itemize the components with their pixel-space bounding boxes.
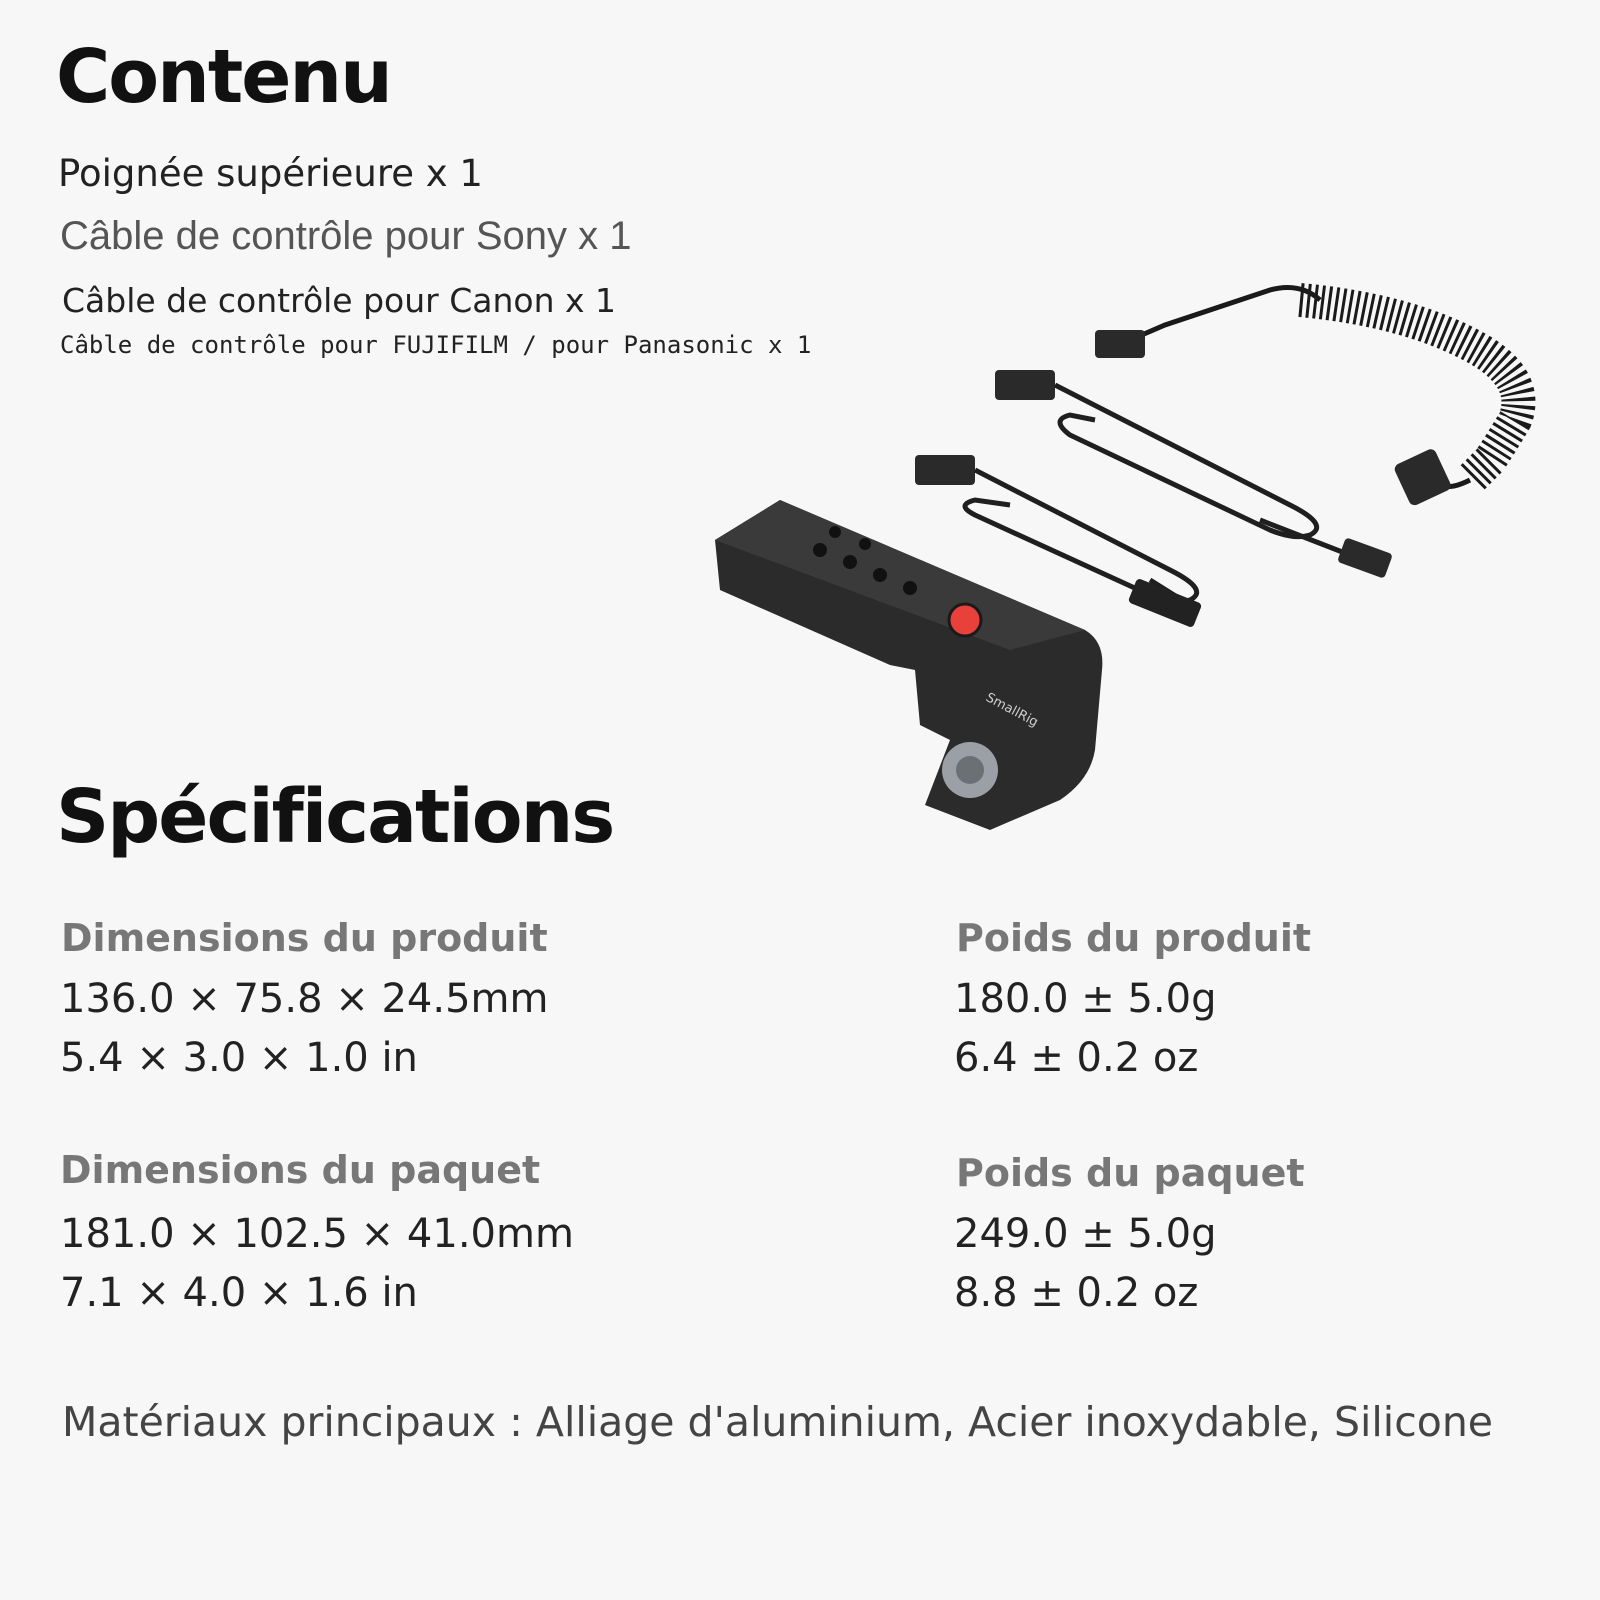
product-dimensions-metric: 136.0 × 75.8 × 24.5mm xyxy=(60,976,549,1022)
top-handle-icon xyxy=(715,500,1102,830)
package-dimensions-imperial: 7.1 × 4.0 × 1.6 in xyxy=(60,1270,418,1316)
product-weight-metric: 180.0 ± 5.0g xyxy=(954,976,1217,1022)
product-weight-label: Poids du produit xyxy=(956,916,1312,960)
specs-title: Spécifications xyxy=(56,774,614,860)
package-weight-label: Poids du paquet xyxy=(956,1151,1305,1195)
package-weight-imperial: 8.8 ± 0.2 oz xyxy=(954,1270,1199,1316)
contents-item-fuji-panasonic-cable: Câble de contrôle pour FUJIFILM / pour Panasonic x 1 xyxy=(60,331,812,359)
brand-mark: SmallRig xyxy=(983,690,1041,731)
contents-item-handle: Poignée supérieure x 1 xyxy=(58,152,483,195)
contents-title: Contenu xyxy=(56,34,391,120)
package-dimensions-label: Dimensions du paquet xyxy=(60,1148,541,1192)
materials: Matériaux principaux : Alliage d'aluminium, Acier inoxydable, Silicone xyxy=(62,1398,1494,1446)
product-image xyxy=(710,270,1550,870)
coiled-cable-icon xyxy=(1095,288,1518,508)
product-weight-imperial: 6.4 ± 0.2 oz xyxy=(954,1035,1199,1081)
contents-item-canon-cable: Câble de contrôle pour Canon x 1 xyxy=(62,281,616,320)
package-weight-metric: 249.0 ± 5.0g xyxy=(954,1211,1217,1257)
package-dimensions-metric: 181.0 × 102.5 × 41.0mm xyxy=(60,1211,574,1257)
product-dimensions-label: Dimensions du produit xyxy=(61,916,548,960)
contents-item-sony-cable: Câble de contrôle pour Sony x 1 xyxy=(60,214,632,258)
straight-cable-icon xyxy=(995,370,1393,579)
product-dimensions-imperial: 5.4 × 3.0 × 1.0 in xyxy=(60,1035,418,1081)
